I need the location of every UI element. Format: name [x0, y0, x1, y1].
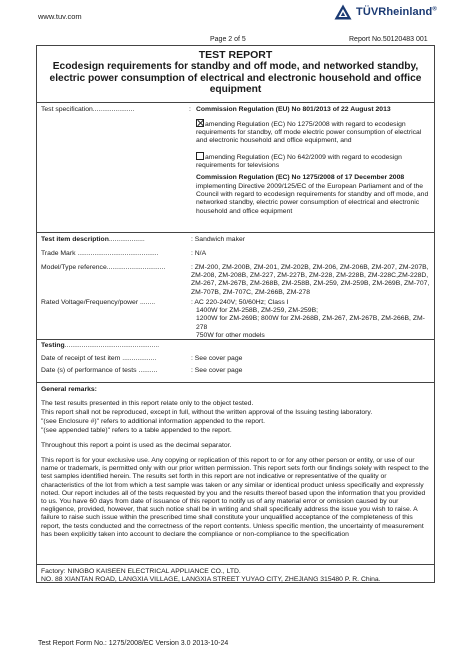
report-frame [36, 45, 435, 583]
amend1-checkbox [196, 119, 204, 127]
reg2-title: Commission Regulation (EC) No 1275/2008 of 17 December 2008 [196, 174, 405, 181]
perf-label: Date (s) of performance of tests .......... [41, 367, 158, 374]
rated-value: : AC 220-240V; 50/60Hz; Class I 1400W for ZM-258B, ZM-259, ZM-259B; 1200W for ZM-269B; 800W for ZM-268B, ZM-267, ZM-267B, ZM-266B, ZM-278 750W for other models [191, 299, 425, 339]
site-url: www.tuv.com [38, 12, 82, 21]
amend1-text: amending Regulation (EC) No 1275/2008 with regard to ecodesign requirements for standby, off mode electric power consumption of electrical and electronic household and office equipment, and [196, 121, 422, 145]
title-block [37, 46, 434, 103]
remark-p5: Throughout this report a point is used as the decimal separator. [41, 442, 232, 449]
tuv-triangle-logo-icon [334, 4, 352, 20]
remark-p4: "(see appended table)" refers to a table appended to the report. [41, 427, 232, 434]
testing-section [37, 339, 434, 383]
remark-p6: This report is for your exclusive use. Any copying or replication of this report to or for any other person or entity, or use of our name or trademark, is permitted only with our prior written permission. This report sets forth our findings solely with respect to the test samples identified herein. The results set forth in this report are not indicative or representative of the quality or characteristics of the lot from which a test sample was taken or any similar or identical product unless specifically and expressly noted. Our report includes all of the tests requested by you and the results thereof based upon the information that you provided to us. You have 60 days from date of issuance of this report to notify us of any material error or omission caused by our negligence, provided, however, that such notice shall be in writing and shall specifically address the issue you wish to raise. A failure to raise such issue within the prescribed time shall constitute your unqualified acceptance of the completeness of this report, the tests conducted and the correctness of the report contents. Unless specific mention, the uncertainty of measurement has been explicitly taken into account to declare the compliance or non-compliance to the specification [41, 457, 429, 538]
receipt-value: : See cover page [191, 355, 243, 362]
report-title: TEST REPORT [198, 49, 273, 61]
remarks-section [37, 382, 434, 565]
report-number: Report No.50120483 001 [349, 36, 428, 43]
desc-value: : Sandwich maker [191, 236, 246, 243]
report-subtitle: Ecodesign requirements for standby and off mode, and networked standby, electric power consumption of electrical and electronic household and office equipment [49, 61, 422, 95]
model-value: : ZM-200, ZM-200B, ZM-201, ZM-202B, ZM-206, ZM-206B, ZM-207, ZM-207B, ZM-208, ZM-208B, ZM-227, ZM-227B, ZM-228, ZM-228B, ZM-228C,ZM-228D, ZM-267, ZM-267B, ZM-268B, ZM-258B, ZM-259, ZM-259B, ZM-269B, ZM-707, ZM-707B, ZM-707C, ZM-266B, ZM-278 [191, 264, 430, 296]
model-label: Model/Type reference............................... [41, 264, 166, 271]
factory-line1: Factory: NINGBO KAISEEN ELECTRICAL APPLIANCE CO., LTD. [41, 568, 241, 575]
remark-p2: This report shall not be reproduced, except in full, without the written approval of the Issuing testing laboratory. [41, 409, 373, 416]
tuv-logo [334, 4, 437, 20]
logo-text: TÜVRheinland® [356, 6, 437, 18]
trade-value: : N/A [191, 250, 207, 257]
receipt-label: Date of receipt of test item .................. [41, 355, 157, 362]
spec-section [37, 102, 434, 233]
remark-p3: "(see Enclosure #)" refers to additional information appended to the report. [41, 418, 265, 425]
trade-label: Trade Mark ........................................... [41, 250, 159, 257]
remark-p1: The test results presented in this report relate only to the object tested. [41, 400, 254, 407]
rated-label: Rated Voltage/Frequency/power ........ [41, 299, 156, 306]
reg1-title: Commission Regulation (EU) No 801/2013 of 22 August 2013 [196, 106, 391, 113]
item-section [37, 232, 434, 340]
testing-heading: Testing.................................................. [41, 342, 160, 349]
spec-label: Test specification...................... [41, 106, 135, 113]
spec-colon: : [189, 106, 191, 113]
remarks-heading: General remarks: [41, 386, 97, 393]
page-number: Page 2 of 5 [210, 36, 246, 43]
desc-label: Test item description................... [41, 236, 145, 243]
perf-value: : See cover page [191, 367, 243, 374]
factory-line2: NO. 88 XIANTAN ROAD, LANGXIA VILLAGE, LANGXIA STREET YUYAO CITY, ZHEJIANG 315480 P. R. China. [41, 576, 381, 583]
report-form-footer: Test Report Form No.: 1275/2008/EC Version 3.0 2013-10-24 [38, 640, 229, 647]
amend2-text: amending Regulation (EC) No 642/2009 with regard to ecodesign requirements for televisions [196, 154, 402, 170]
reg2-body: implementing Directive 2009/125/EC of the European Parliament and of the Council with regard to ecodesign requirements for standby and off mode, and networked standby, electric power consumption of electrical and electronic household and office equipment [196, 183, 429, 215]
amend2-checkbox [196, 152, 204, 160]
